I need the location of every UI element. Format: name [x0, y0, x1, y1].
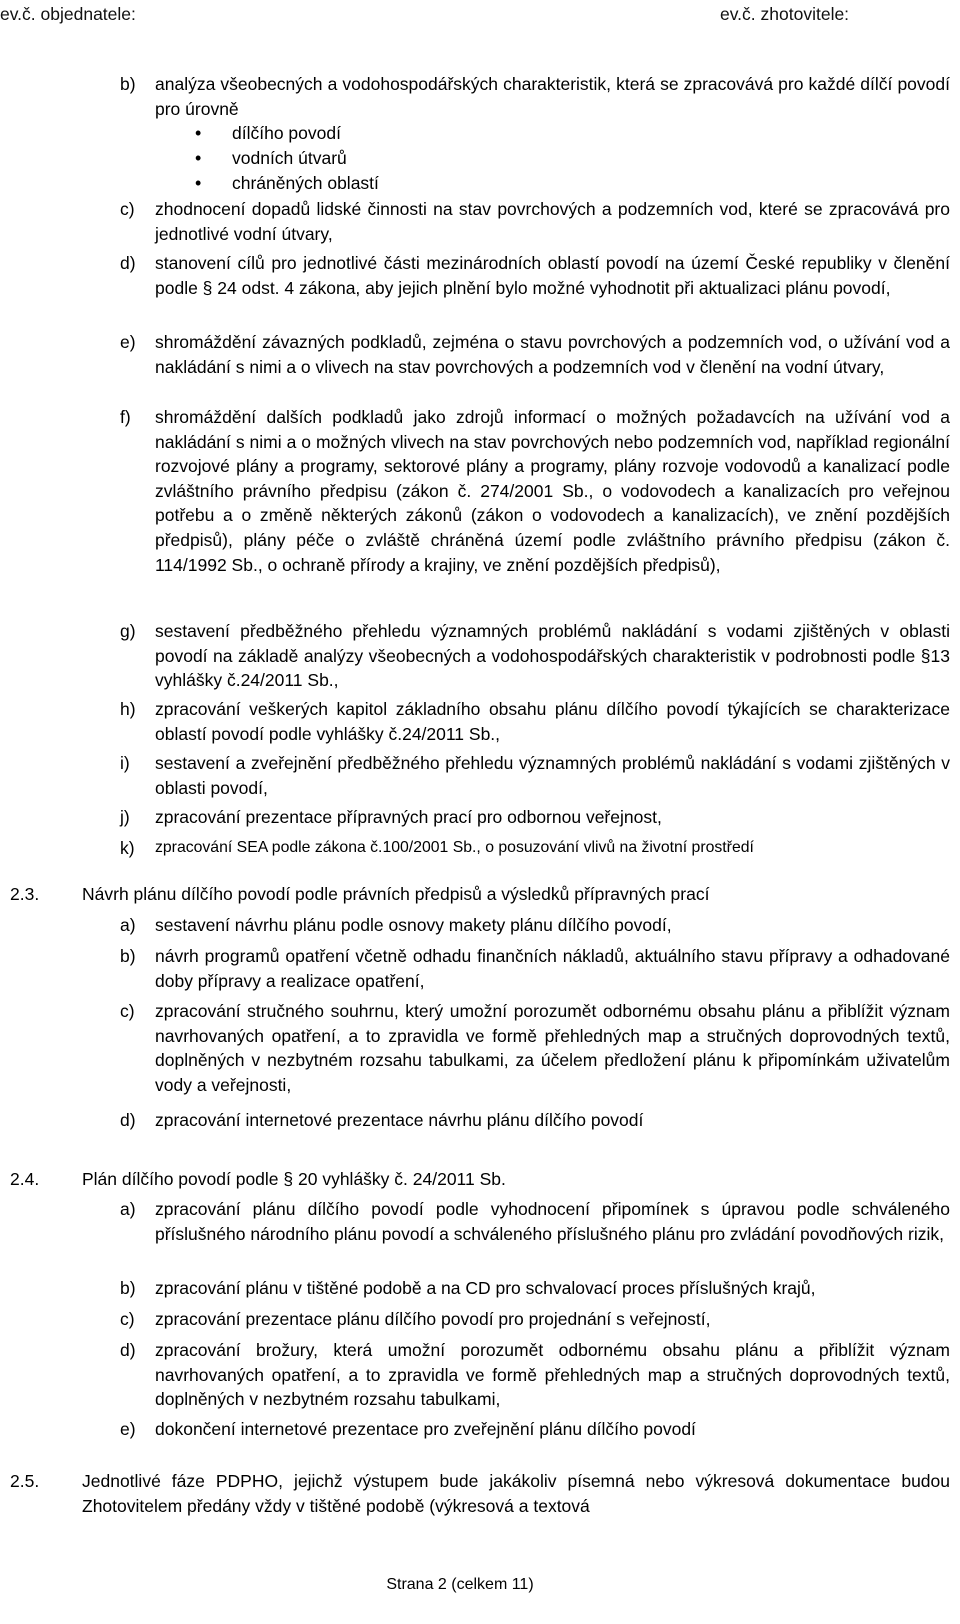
section-2-3-item-b [120, 944, 950, 993]
list-item-text: zpracování veškerých kapitol základního obsahu plánu dílčího povodí týkajících se charakterizace oblastí povodí podle vyhlášky č.24/2011 Sb., [155, 699, 950, 744]
list-item-j [120, 805, 950, 830]
list-item-text: sestavení návrhu plánu podle osnovy makety plánu dílčího povodí, [155, 915, 672, 935]
section-2-4-item-c [120, 1307, 950, 1332]
list-item-label: e) [120, 332, 136, 352]
header-evidence-client: ev.č. objednatele: [0, 4, 136, 24]
list-item-label: c) [120, 1001, 135, 1021]
section-2-3-item-c [120, 999, 950, 1097]
section-2-3-heading [10, 882, 950, 907]
list-item-label: a) [120, 1199, 136, 1219]
section-2-4-item-a [120, 1197, 950, 1246]
list-item-text: stanovení cílů pro jednotlivé části mezinárodních oblastí povodí na území České republiky v členění podle § 24 odst. 4 zákona, aby jejich plnění bylo možné vyhodnotit při aktualizaci plánu povodí, [155, 253, 950, 298]
list-item-e [120, 330, 950, 379]
bullet-text: chráněných oblastí [232, 173, 379, 193]
bullet-text: dílčího povodí [232, 123, 341, 143]
list-item-label: d) [120, 1110, 136, 1130]
section-2-4-heading [10, 1167, 950, 1192]
list-item-label: e) [120, 1419, 136, 1439]
list-item-text: zpracování SEA podle zákona č.100/2001 Sb., o posuzování vlivů na životní prostředí [155, 839, 754, 856]
list-item-g [120, 619, 950, 693]
list-item-h [120, 697, 950, 746]
list-item-b [120, 72, 950, 121]
list-item-text: shromáždění závazných podkladů, zejména o stavu povrchových a podzemních vod, o užívání vod a nakládání s nimi a o vlivech na stav povrchových a podzemních vod v členění na vodní útvary, [155, 332, 950, 377]
list-item-label: a) [120, 915, 136, 935]
list-item-text: zpracování plánu v tištěné podobě a na CD pro schvalovací proces příslušných krajů, [155, 1278, 816, 1298]
list-item-label: g) [120, 621, 136, 641]
list-item-text: zpracování brožury, která umožní porozumět odbornému obsahu plánu a přiblížit význam navrhovaných opatření, a to zpravidla ve formě přehledných map a stručných doprovodných textů, doplněných v nezbytném rozsahu tabulkami, [155, 1340, 950, 1410]
list-item-label: b) [120, 74, 136, 94]
list-item-label: i) [120, 753, 130, 773]
list-item-f [120, 405, 950, 577]
list-item-text: zpracování prezentace přípravných prací pro odbornou veřejnost, [155, 807, 662, 827]
list-item-text: shromáždění dalších podkladů jako zdrojů informací o možných požadavcích na užívání vod a nakládání s nimi a o možných vlivech na stav povrchových nebo podzemních vod, například regionální rozvojové plány a programy, sektorové plány a programy, plány rozvoje vodovodů a kanalizací podle zvláštního právního předpisu (zákon č. 274/2001 Sb., o vodovodech a kanalizacích pro veřejnou potřebu a o změně některých zákonů (zákon o vodovodech a kanalizacích), ve znění pozdějších předpisů), plány péče o zvláště chráněná území podle zvláštního právního předpisu (zákon č. 114/1992 Sb., o ochraně přírody a krajiny, ve znění pozdějších předpisů), [155, 407, 950, 575]
list-item-label: f) [120, 407, 131, 427]
section-title: Návrh plánu dílčího povodí podle právních předpisů a výsledků přípravných prací [82, 884, 710, 904]
list-item-text: zpracování plánu dílčího povodí podle vyhodnocení připomínek s úpravou podle schváleného příslušného národního plánu povodí a schváleného příslušného plánu pro zvládání povodňových rizik, [155, 1199, 950, 1244]
list-item-i [120, 751, 950, 800]
list-item-text: zpracování stručného souhrnu, který umožní porozumět odbornému obsahu plánu a přiblížit význam navrhovaných opatření, a to zpravidla ve formě přehledných map a stručných doprovodných textů, doplněných v nezbytném rozsahu tabulkami, za účelem předložení plánu k připomínkám uživatelům vody a veřejnosti, [155, 1001, 950, 1095]
list-item-c [120, 197, 950, 246]
section-text: Jednotlivé fáze PDPHO, jejichž výstupem bude jakákoliv písemná nebo výkresová dokumentace budou Zhotovitelem předány vždy v tištěné podobě (výkresová a textová [82, 1471, 950, 1516]
header-evidence-contractor: ev.č. zhotovitele: [720, 4, 850, 24]
list-item-label: b) [120, 946, 136, 966]
section-number: 2.3. [10, 884, 40, 904]
list-item-label: d) [120, 1340, 136, 1360]
list-item-text: zpracování prezentace plánu dílčího povodí pro projednání s veřejností, [155, 1309, 711, 1329]
list-item-label: c) [120, 199, 135, 219]
section-number: 2.4. [10, 1169, 40, 1189]
list-item-label: d) [120, 253, 136, 273]
list-item-label: b) [120, 1278, 136, 1298]
section-2-3-item-d [120, 1108, 950, 1133]
list-item-label: j) [120, 807, 130, 827]
section-number: 2.5. [10, 1471, 40, 1491]
list-item-label: c) [120, 1309, 135, 1329]
section-2-4-item-b [120, 1276, 950, 1301]
list-item-text: zhodnocení dopadů lidské činnosti na stav povrchových a podzemních vod, které se zpracovává pro jednotlivé vodní útvary, [155, 199, 950, 244]
list-item-label: h) [120, 699, 136, 719]
list-item-text: sestavení a zveřejnění předběžného přehledu významných problémů nakládání s vodami zjištěných v oblasti povodí, [155, 753, 950, 798]
list-item-text: zpracování internetové prezentace návrhu plánu dílčího povodí [155, 1110, 644, 1130]
list-item-d [120, 251, 950, 300]
list-item-text: analýza všeobecných a vodohospodářských charakteristik, která se zpracovává pro každé dílčí povodí pro úrovně [155, 74, 950, 119]
section-2-5-paragraph [10, 1469, 950, 1518]
list-item-text: dokončení internetové prezentace pro zveřejnění plánu dílčího povodí [155, 1419, 696, 1439]
list-item-label: k) [120, 838, 135, 858]
section-2-3-item-a [120, 913, 950, 938]
bullet-text: vodních útvarů [232, 148, 347, 168]
list-item-k [120, 836, 950, 861]
list-item-text: návrh programů opatření včetně odhadu finančních nákladů, aktuálního stavu přípravy a odhadované doby přípravy a realizace opatření, [155, 946, 950, 991]
section-2-4-item-e [120, 1417, 950, 1442]
section-title: Plán dílčího povodí podle § 20 vyhlášky č. 24/2011 Sb. [82, 1169, 506, 1189]
section-2-4-item-d [120, 1338, 950, 1412]
list-item-text: sestavení předběžného přehledu významných problémů nakládání s vodami zjištěných v oblasti povodí na základě analýzy všeobecných a vodohospodářských charakteristik v podrobnosti podle §13 vyhlášky č.24/2011 Sb., [155, 621, 950, 691]
page-footer: Strana 2 (celkem 11) [386, 1576, 534, 1593]
